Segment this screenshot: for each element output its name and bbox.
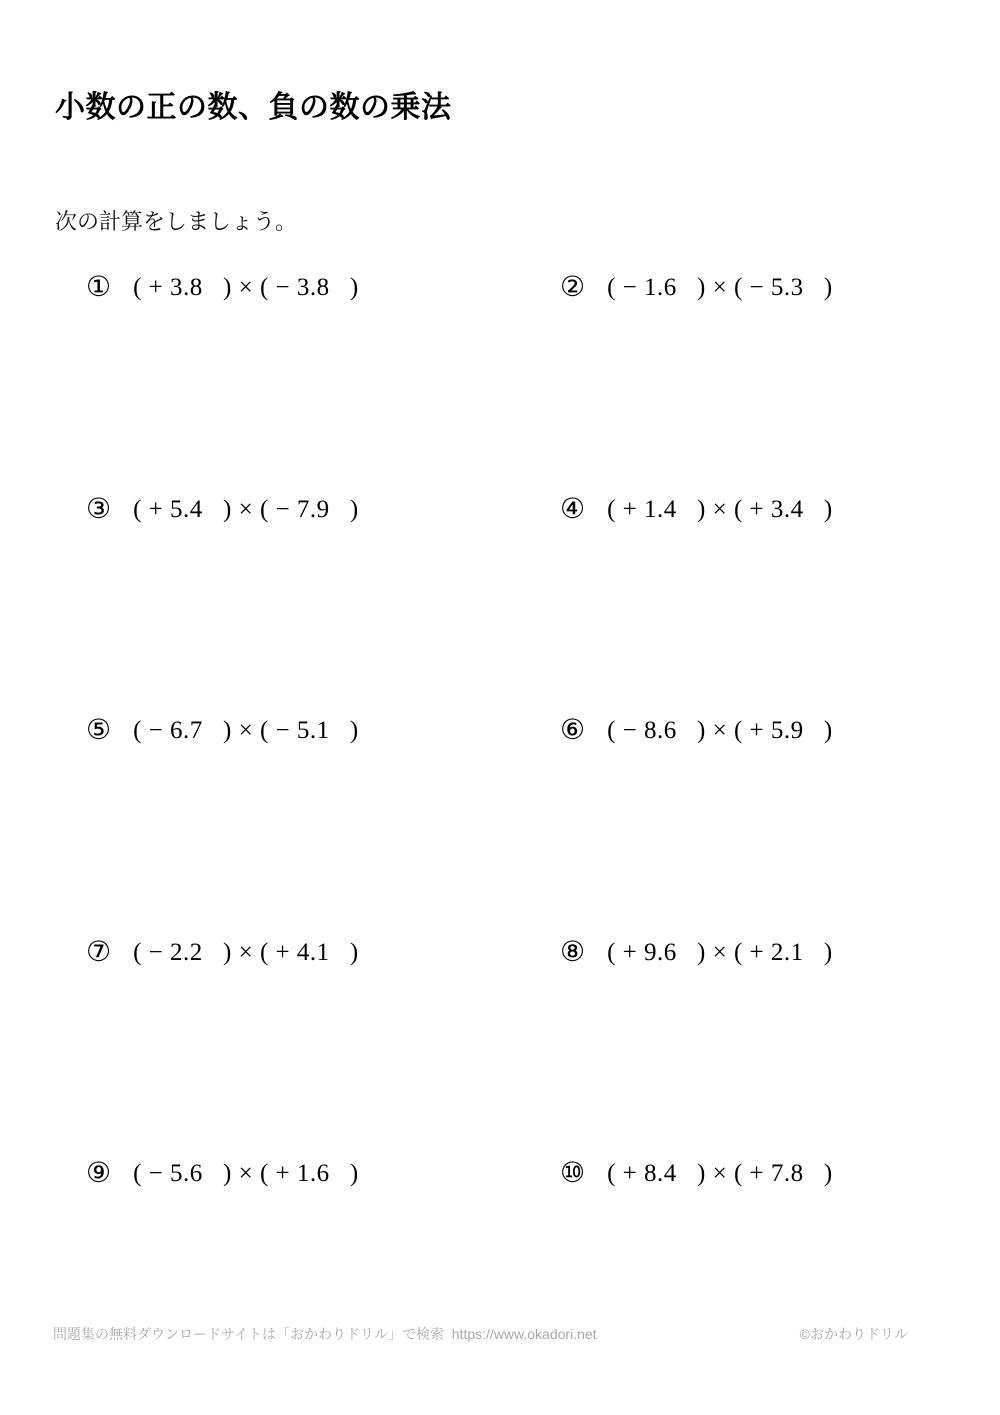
problem-5-expression: ( − 6.7 ) × ( − 5.1 ) <box>133 716 359 744</box>
problem-4-number: ④ <box>560 492 586 525</box>
problem-7 <box>86 935 359 968</box>
problem-1-number: ① <box>86 270 112 303</box>
problem-10 <box>560 1156 833 1189</box>
problem-6 <box>560 713 833 746</box>
problem-9-number: ⑨ <box>86 1156 112 1189</box>
problem-5-number: ⑤ <box>86 713 112 746</box>
problem-8-number: ⑧ <box>560 935 586 968</box>
problem-2-number: ② <box>560 270 586 303</box>
problem-8 <box>560 935 833 968</box>
footer-copyright: ©おかわりドリル <box>799 1326 908 1342</box>
problem-8-expression: ( + 9.6 ) × ( + 2.1 ) <box>607 938 833 966</box>
problem-10-expression: ( + 8.4 ) × ( + 7.8 ) <box>607 1159 833 1187</box>
problem-2-expression: ( − 1.6 ) × ( − 5.3 ) <box>607 273 833 301</box>
instruction-text: 次の計算をしましょう。 <box>55 209 298 234</box>
problem-9-expression: ( − 5.6 ) × ( + 1.6 ) <box>133 1159 359 1187</box>
problem-4 <box>560 492 833 525</box>
problem-3 <box>86 492 359 525</box>
problem-4-expression: ( + 1.4 ) × ( + 3.4 ) <box>607 495 833 523</box>
problem-10-number: ⑩ <box>560 1156 586 1189</box>
problem-1-expression: ( + 3.8 ) × ( − 3.8 ) <box>133 273 359 301</box>
problem-1 <box>86 270 359 303</box>
problem-3-number: ③ <box>86 492 112 525</box>
problem-7-number: ⑦ <box>86 935 112 968</box>
footer-site-info: 問題集の無料ダウンロードサイトは「おかわりドリル」で検索 https://www.okadori.net <box>53 1326 597 1342</box>
problem-9 <box>86 1156 359 1189</box>
problem-6-expression: ( − 8.6 ) × ( + 5.9 ) <box>607 716 833 744</box>
page-title: 小数の正の数、負の数の乗法 <box>55 91 452 124</box>
problem-7-expression: ( − 2.2 ) × ( + 4.1 ) <box>133 938 359 966</box>
problem-2 <box>560 270 833 303</box>
problem-5 <box>86 713 359 746</box>
problem-3-expression: ( + 5.4 ) × ( − 7.9 ) <box>133 495 359 523</box>
problem-6-number: ⑥ <box>560 713 586 746</box>
